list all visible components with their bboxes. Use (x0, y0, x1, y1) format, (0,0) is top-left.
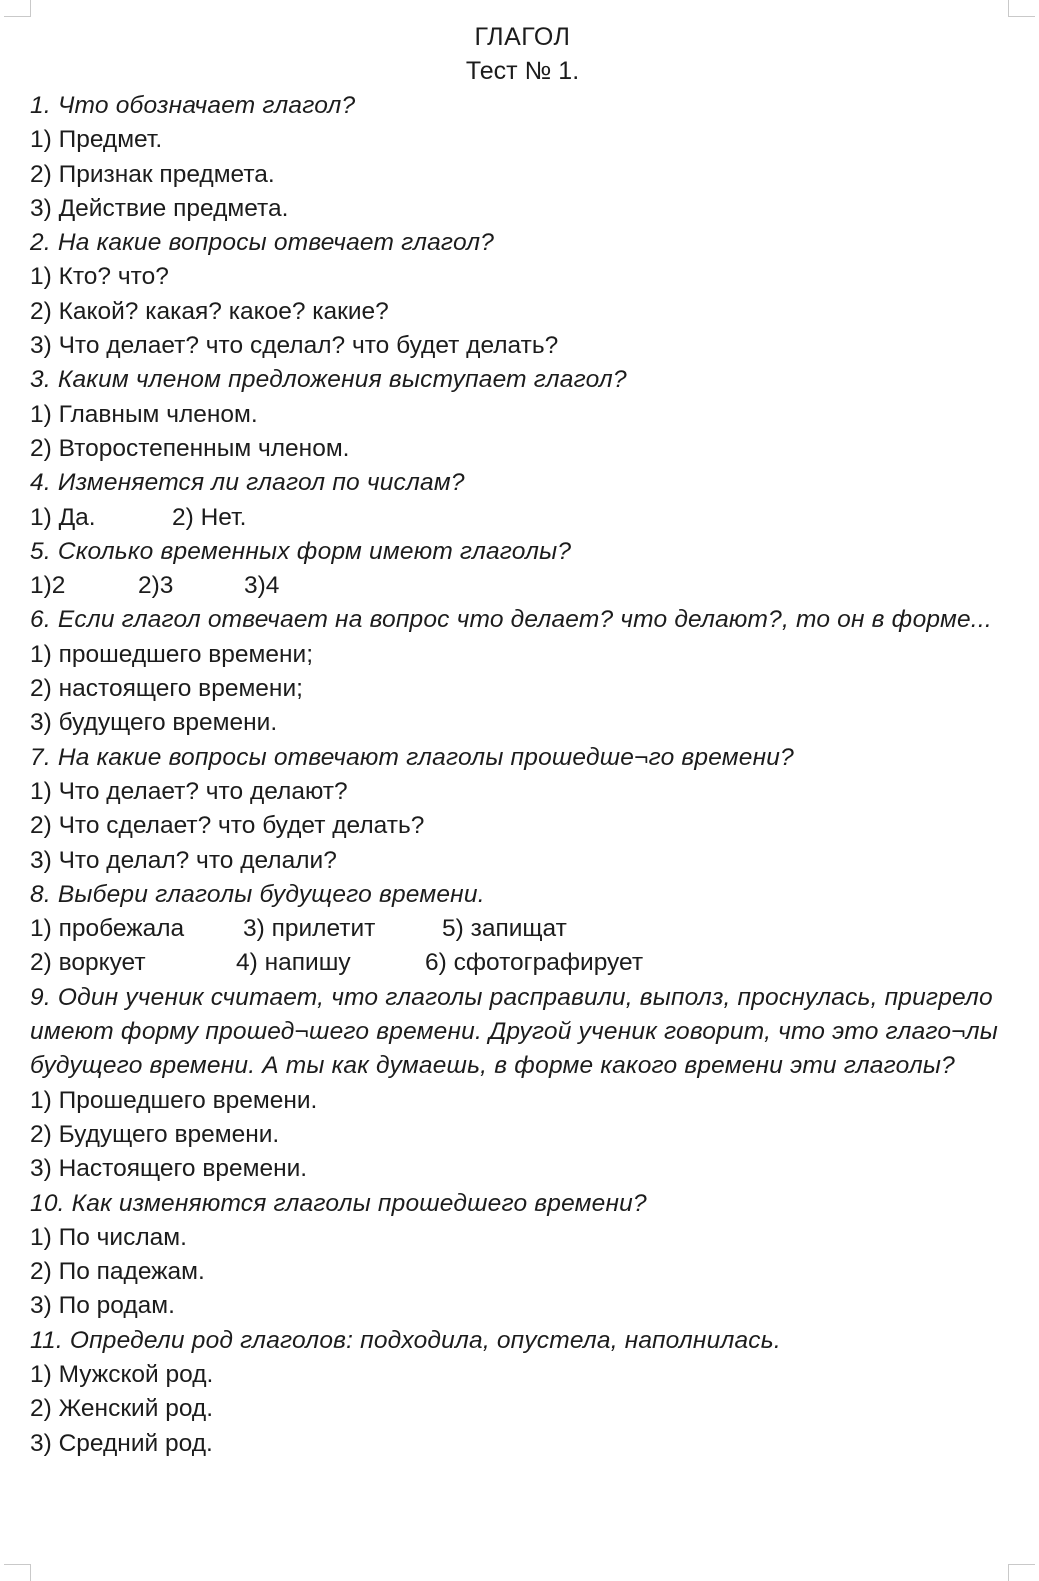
answer-option: 3) будущего времени. (30, 709, 278, 737)
answer-option: 2) Женский род. (30, 1395, 214, 1423)
answer-option: 1)2 (30, 572, 66, 600)
answer-row (30, 501, 1015, 535)
question: 6. Если глагол отвечает на вопрос что делает? что делают?, то он в форме... (30, 606, 992, 634)
question: 5. Сколько временных форм имеют глаголы? (30, 537, 572, 565)
page-corner-mark (1008, 1564, 1035, 1581)
question: 10. Как изменяются глаголы прошедшего времени? (30, 1189, 647, 1217)
answer-option: 2) Что сделает? что будет делать? (30, 812, 425, 840)
answer-option: 1) Прошедшего времени. (30, 1086, 318, 1114)
answer-option: 4) напишу (236, 949, 351, 977)
answer-option: 1) По числам. (30, 1223, 187, 1251)
page-corner-mark (4, 0, 31, 17)
question: 11. Определи род глаголов: подходила, опустела, наполнилась. (30, 1326, 781, 1354)
answer-option: 2) воркует (30, 949, 146, 977)
answer-option: 3) Что делал? что делали? (30, 846, 337, 874)
answer-row (30, 946, 1015, 980)
answer-option: 1) прошедшего времени; (30, 640, 314, 668)
answer-option: 3) По родам. (30, 1292, 175, 1320)
question: 2. На какие вопросы отвечает глагол? (30, 229, 495, 257)
answer-option: 1) Да. (30, 503, 96, 531)
answer-option: 2) Будущего времени. (30, 1120, 280, 1148)
answer-option: 3) Настоящего времени. (30, 1155, 308, 1183)
question: 9. Один ученик считает, что глаголы расправили, выполз, проснулась, пригрело имеют форму прошед¬шего времени. Другой ученик говорит, что это глаго¬лы будущего времени. А ты как думаешь, в форме какого времени эти глаголы? (30, 983, 998, 1080)
answer-row (30, 569, 1015, 603)
document-title: ГЛАГОЛ (474, 23, 571, 51)
answer-option: 1) Мужской род. (30, 1360, 214, 1388)
answer-option: 1) Кто? что? (30, 263, 169, 291)
answer-row (30, 912, 1015, 946)
answer-option: 2) Признак предмета. (30, 160, 275, 188)
answer-option: 2) Какой? какая? какое? какие? (30, 297, 389, 325)
question: 4. Изменяется ли глагол по числам? (30, 469, 465, 497)
page-corner-mark (4, 1564, 31, 1581)
answer-option: 1) пробежала (30, 915, 185, 943)
answer-option: 6) сфотографирует (425, 949, 644, 977)
question: 7. На какие вопросы отвечают глаголы прошедше¬го времени? (30, 743, 794, 771)
answer-option: 3) прилетит (243, 915, 376, 943)
document-subtitle: Тест № 1. (465, 57, 580, 85)
answer-option: 2) По падежам. (30, 1258, 205, 1286)
answer-option: 1) Предмет. (30, 126, 163, 154)
answer-option: 1) Главным членом. (30, 400, 258, 428)
answer-option: 2) Второстепенным членом. (30, 434, 350, 462)
answer-option: 3) Средний род. (30, 1429, 213, 1457)
page-corner-mark (1008, 0, 1035, 17)
answer-option: 2)3 (138, 572, 174, 600)
answer-option: 2) настоящего времени; (30, 675, 303, 703)
answer-option: 5) запищат (442, 915, 567, 943)
question: 1. Что обозначает глагол? (30, 92, 356, 119)
answer-option: 3)4 (244, 572, 280, 600)
question: 8. Выбери глаголы будущего времени. (30, 880, 485, 908)
answer-option: 3) Что делает? что сделал? что будет делать? (30, 332, 559, 360)
answer-option: 1) Что делает? что делают? (30, 777, 348, 805)
test-document (30, 20, 1015, 1461)
question: 3. Каким членом предложения выступает глагол? (30, 366, 627, 394)
answer-option: 2) Нет. (172, 503, 247, 531)
answer-option: 3) Действие предмета. (30, 194, 289, 222)
